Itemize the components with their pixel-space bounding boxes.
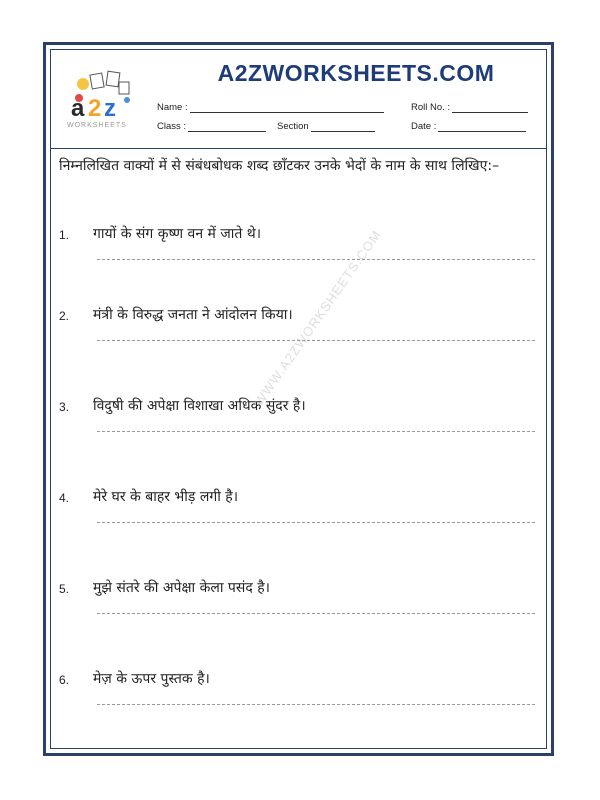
- header-divider: [51, 148, 546, 149]
- class-label: Class :: [157, 121, 187, 132]
- roll-no-label: Roll No. :: [411, 102, 451, 113]
- date-label: Date :: [411, 121, 437, 132]
- question-item: [51, 224, 546, 284]
- roll-no-field: [411, 102, 528, 113]
- question-number: 1.: [59, 228, 70, 242]
- question-item: [51, 396, 546, 456]
- question-number: 6.: [59, 673, 70, 687]
- class-field: [157, 121, 266, 132]
- site-title: A2ZWORKSHEETS.COM: [217, 60, 495, 86]
- date-field: [411, 121, 526, 132]
- class-line: [188, 121, 266, 132]
- section-field: [277, 121, 375, 132]
- logo-wordmark: WORKSHEETS: [67, 122, 127, 129]
- question-text: मेरे घर के बाहर भीड़ लगी है।: [93, 489, 239, 505]
- svg-text:2: 2: [88, 95, 102, 122]
- question-number: 5.: [59, 582, 70, 596]
- answer-line[interactable]: [97, 704, 535, 705]
- watermark: WWW.A2ZWORKSHEETS.COM: [251, 227, 385, 409]
- question-number: 4.: [59, 491, 70, 505]
- section-line: [311, 121, 375, 132]
- date-line: [438, 121, 526, 132]
- a2z-logo: [61, 70, 143, 130]
- question-text: मेज़ के ऊपर पुस्तक है।: [93, 671, 210, 687]
- question-item: [51, 669, 546, 729]
- question-number: 2.: [59, 309, 70, 323]
- answer-line[interactable]: [97, 522, 535, 523]
- worksheet-inner-frame: [50, 49, 547, 749]
- answer-line[interactable]: [97, 431, 535, 432]
- question-number: 3.: [59, 400, 70, 414]
- name-label: Name :: [157, 102, 188, 113]
- question-item: [51, 487, 546, 547]
- answer-line[interactable]: [97, 613, 535, 614]
- question-text: विदुषी की अपेक्षा विशाखा अधिक सुंदर है।: [93, 398, 306, 414]
- answer-line[interactable]: [97, 340, 535, 341]
- question-text: गायों के संग कृष्ण वन में जाते थे।: [93, 226, 262, 242]
- question-item: [51, 578, 546, 638]
- answer-line[interactable]: [97, 259, 535, 260]
- roll-no-line: [452, 102, 528, 113]
- svg-text:z: z: [104, 95, 116, 122]
- question-text: मुझे संतरे की अपेक्षा केला पसंद है।: [93, 580, 270, 596]
- name-line: [190, 102, 384, 113]
- worksheet-frame: [43, 42, 554, 756]
- instruction-text: निम्नलिखित वाक्यों में से संबंधबोधक शब्द छाँटकर उनके भेदों के नाम के साथ लिखिए:–: [59, 158, 500, 174]
- name-field: [157, 102, 384, 113]
- section-label: Section: [277, 121, 309, 132]
- svg-text:a: a: [71, 95, 85, 122]
- question-text: मंत्री के विरुद्ध जनता ने आंदोलन किया।: [93, 307, 293, 323]
